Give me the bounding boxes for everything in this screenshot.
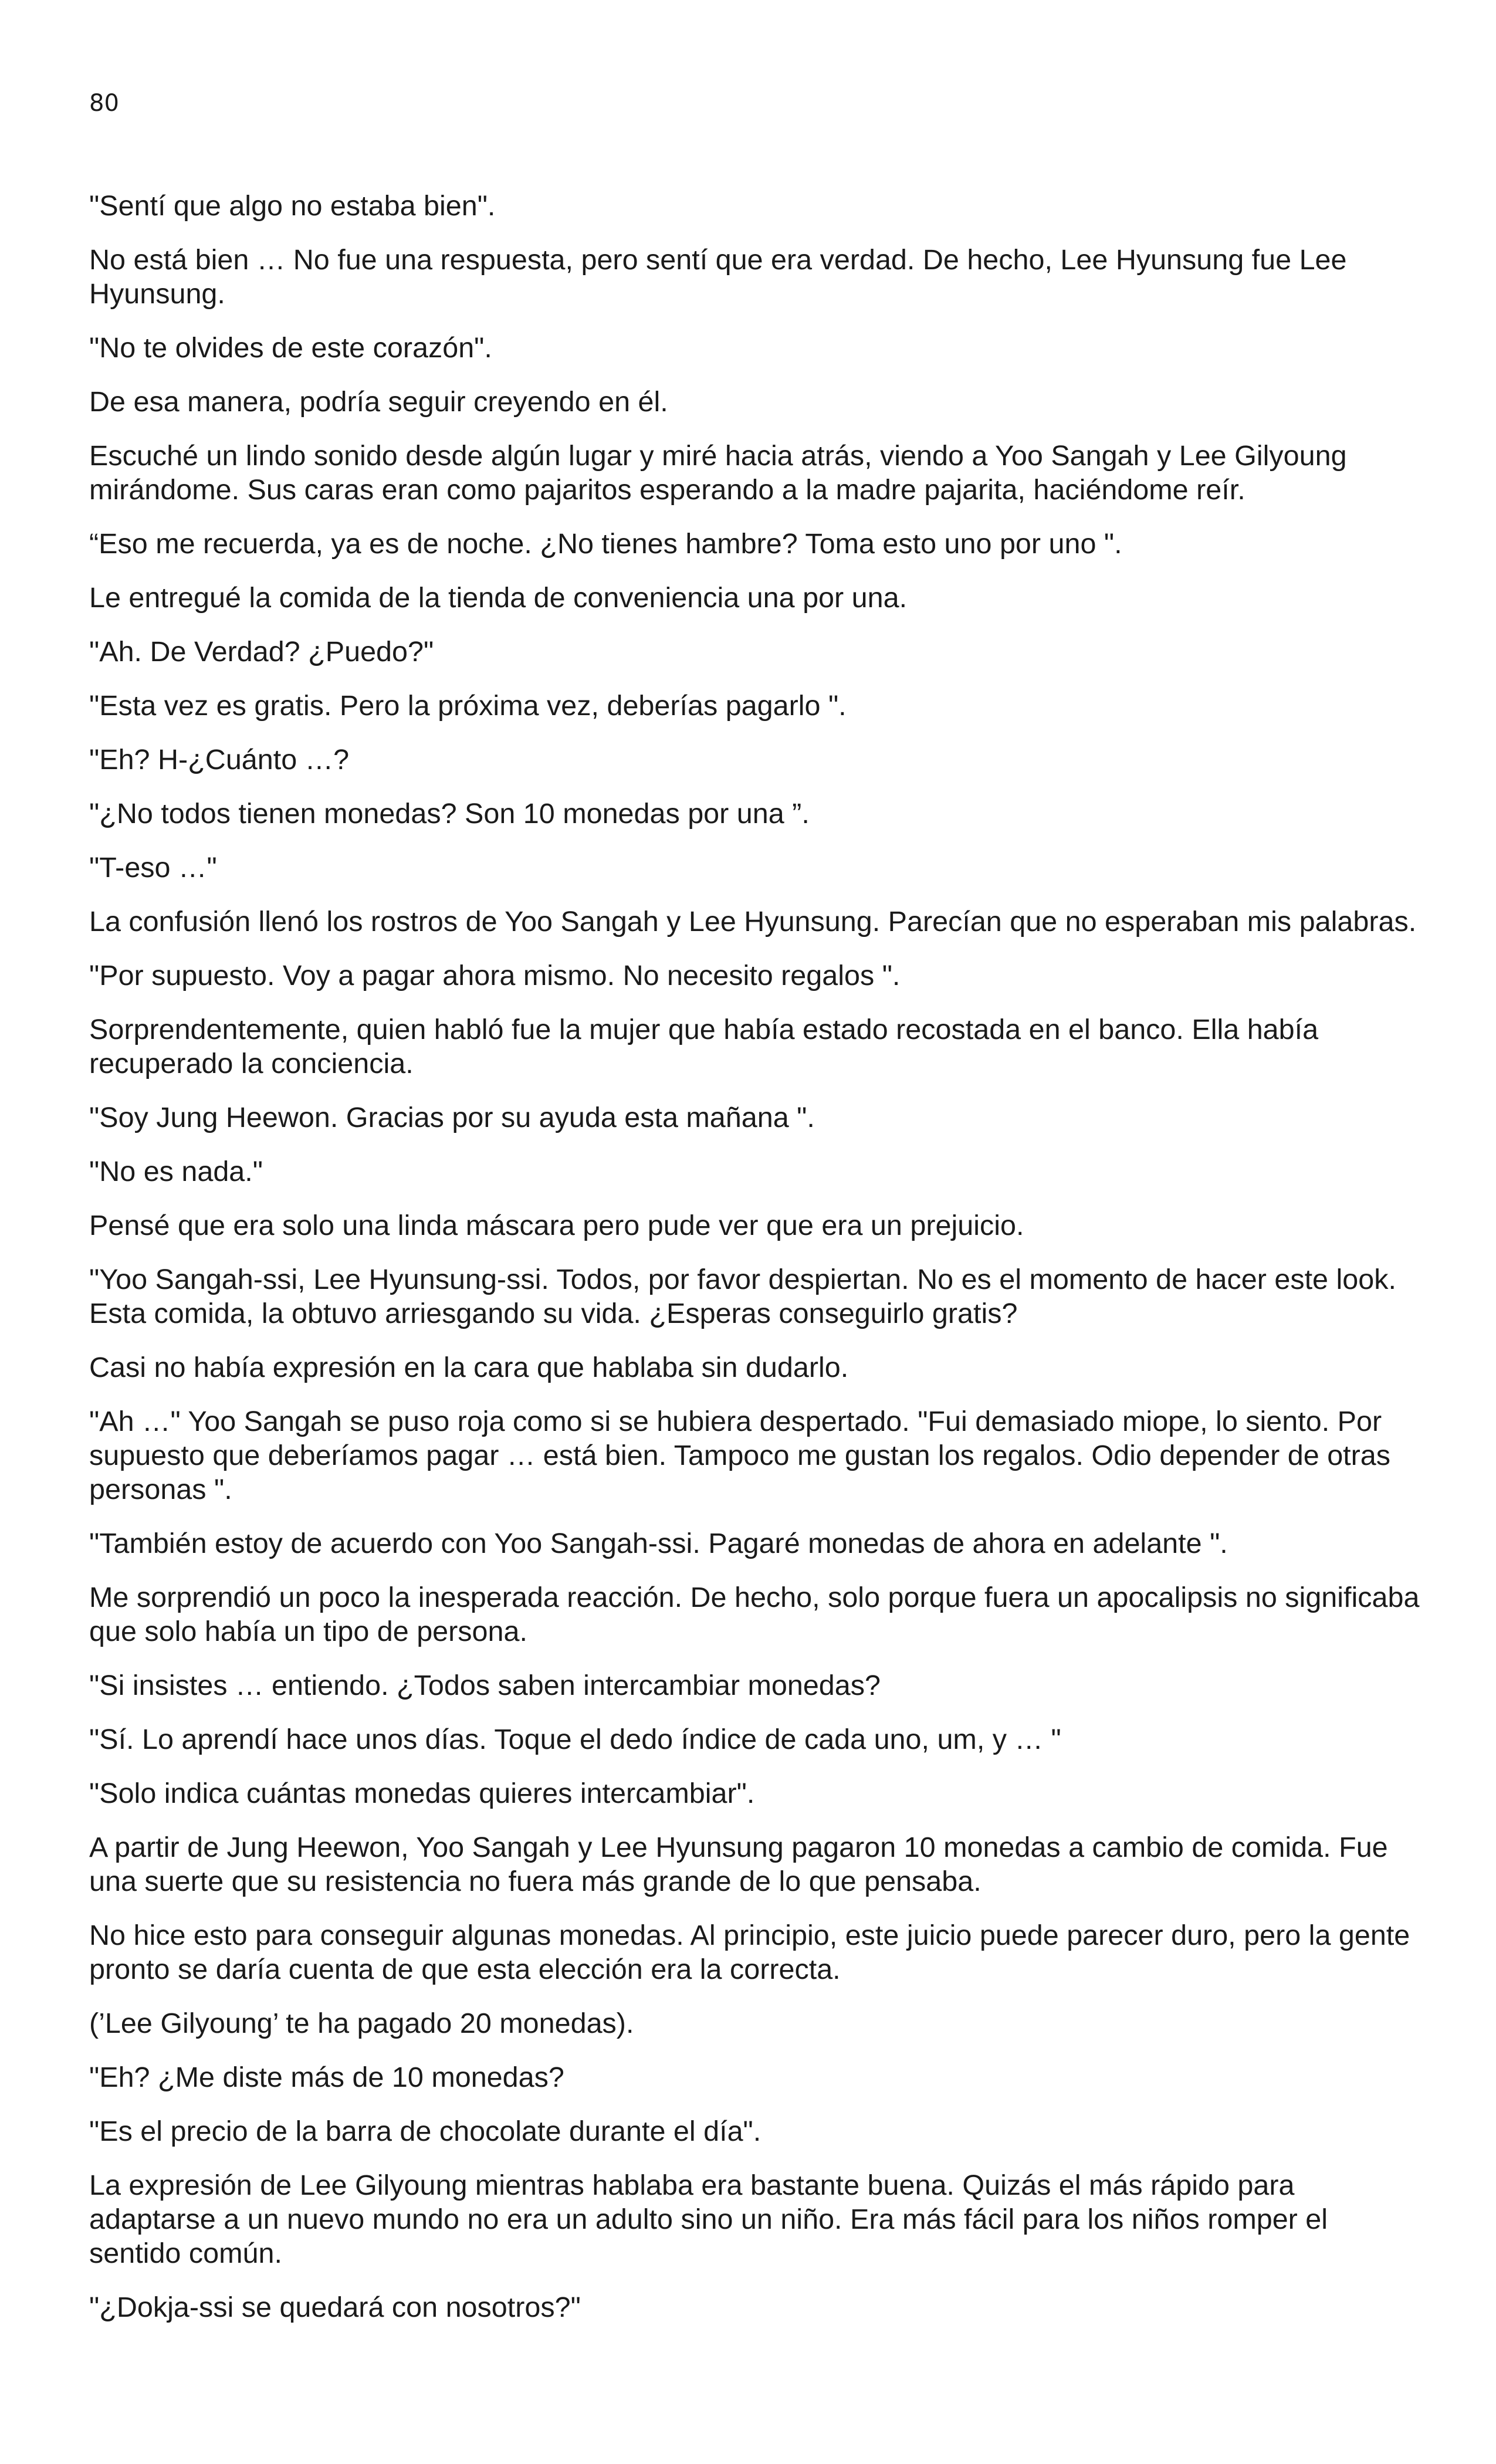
paragraph: A partir de Jung Heewon, Yoo Sangah y Lee Hyunsung pagaron 10 monedas a cambio de comida. Fue una suerte que su resistencia no fuera más grande de lo que pensaba.: [89, 1832, 1388, 1897]
paragraph: "Yoo Sangah-ssi, Lee Hyunsung-ssi. Todos, por favor despiertan. No es el momento de hacer este look. Esta comida, la obtuvo arriesgando su vida. ¿Esperas conseguirlo gratis?: [89, 1264, 1396, 1329]
paragraph: Me sorprendió un poco la inesperada reacción. De hecho, solo porque fuera un apocalipsis no significaba que solo había un tipo de persona.: [89, 1582, 1420, 1647]
paragraph: "Solo indica cuántas monedas quieres intercambiar".: [89, 1778, 755, 1809]
paragraph: "Ah …" Yoo Sangah se puso roja como si se hubiera despertado. "Fui demasiado miope, lo siento. Por supuesto que deberíamos pagar … está bien. Tampoco me gustan los regalos. Odio depender de otras personas ".: [89, 1406, 1391, 1505]
paragraph: De esa manera, podría seguir creyendo en él.: [89, 386, 668, 418]
paragraph: "No te olvides de este corazón".: [89, 332, 492, 364]
paragraph: "No es nada.": [89, 1156, 263, 1187]
page-number: 80: [89, 90, 119, 117]
paragraph: La confusión llenó los rostros de Yoo Sangah y Lee Hyunsung. Parecían que no esperaban mis palabras.: [89, 906, 1417, 937]
paragraph: “Eso me recuerda, ya es de noche. ¿No tienes hambre? Toma esto uno por uno ".: [89, 528, 1122, 560]
paragraph: Sorprendentemente, quien habló fue la mujer que había estado recostada en el banco. Ella había recuperado la conciencia.: [89, 1014, 1319, 1079]
paragraph: "Por supuesto. Voy a pagar ahora mismo. No necesito regalos ".: [89, 960, 901, 991]
paragraph: La expresión de Lee Gilyoung mientras hablaba era bastante buena. Quizás el más rápido para adaptarse a un nuevo mundo no era un adulto sino un niño. Era más fácil para los niños romper el sentido común.: [89, 2169, 1328, 2269]
paragraph: "Esta vez es gratis. Pero la próxima vez, deberías pagarlo ".: [89, 690, 847, 722]
paragraph: "Sí. Lo aprendí hace unos días. Toque el dedo índice de cada uno, um, y … ": [89, 1724, 1061, 1755]
paragraph: (’Lee Gilyoung’ te ha pagado 20 monedas).: [89, 2008, 634, 2039]
paragraph: "Ah. De Verdad? ¿Puedo?": [89, 636, 434, 668]
paragraph: "¿No todos tienen monedas? Son 10 monedas por una ”.: [89, 798, 810, 830]
paragraph: "Sentí que algo no estaba bien".: [89, 190, 496, 222]
paragraph: No está bien … No fue una respuesta, pero sentí que era verdad. De hecho, Lee Hyunsung fue Lee Hyunsung.: [89, 244, 1347, 310]
paragraph: "T-eso …": [89, 852, 217, 884]
paragraph: "Eh? ¿Me diste más de 10 monedas?: [89, 2062, 564, 2093]
paragraph: "¿Dokja-ssi se quedará con nosotros?": [89, 2292, 581, 2323]
body-text: [89, 189, 1421, 2344]
paragraph: "Si insistes … entiendo. ¿Todos saben intercambiar monedas?: [89, 1670, 881, 1701]
paragraph: "Eh? H-¿Cuánto …?: [89, 744, 350, 776]
paragraph: Escuché un lindo sonido desde algún lugar y miré hacia atrás, viendo a Yoo Sangah y Lee Gilyoung mirándome. Sus caras eran como pajaritos esperando a la madre pajarita, haciéndome reír.: [89, 440, 1347, 506]
paragraph: Pensé que era solo una linda máscara pero pude ver que era un prejuicio.: [89, 1210, 1024, 1241]
paragraph: Casi no había expresión en la cara que hablaba sin dudarlo.: [89, 1352, 849, 1383]
paragraph: No hice esto para conseguir algunas monedas. Al principio, este juicio puede parecer duro, pero la gente pronto se daría cuenta de que esta elección era la correcta.: [89, 1920, 1410, 1985]
paragraph: Le entregué la comida de la tienda de conveniencia una por una.: [89, 582, 908, 614]
paragraph: "También estoy de acuerdo con Yoo Sangah-ssi. Pagaré monedas de ahora en adelante ".: [89, 1528, 1228, 1559]
paragraph: "Es el precio de la barra de chocolate durante el día".: [89, 2116, 761, 2147]
paragraph: "Soy Jung Heewon. Gracias por su ayuda esta mañana ".: [89, 1102, 815, 1133]
